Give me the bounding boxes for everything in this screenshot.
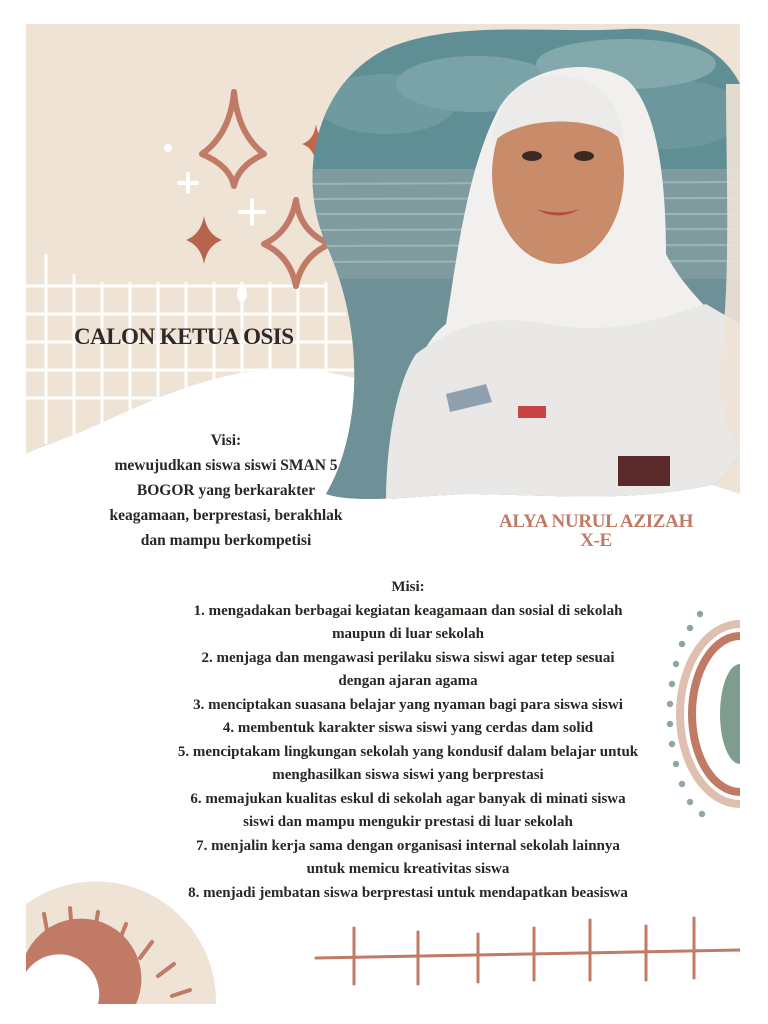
misi-line: 1. mengadakan berbagai kegiatan keagamaan dan sosial di sekolah bbox=[193, 602, 623, 619]
misi-line: menghasilkan siswa siswi yang berprestasi bbox=[272, 767, 544, 783]
misi-line: 5. menciptakam lingkungan sekolah yang kondusif dalam belajar untuk bbox=[177, 743, 639, 760]
misi-line: 2. menjaga dan mengawasi perilaku siswa siswi agar tetep sesuai bbox=[201, 649, 615, 666]
tick-line-decoration bbox=[316, 918, 740, 984]
candidate-info bbox=[466, 512, 726, 550]
misi-line: untuk memicu kreativitas siswa bbox=[306, 861, 510, 877]
visi-line: BOGOR yang berkarakter bbox=[136, 482, 316, 499]
candidate-class: X-E bbox=[580, 530, 612, 551]
misi-line: 6. memajukan kualitas eskul di sekolah agar banyak di minati siswa bbox=[190, 790, 626, 807]
misi-heading: Misi: bbox=[391, 579, 425, 595]
misi-section bbox=[126, 576, 690, 905]
visi-line: keagamaan, berprestasi, berakhlak bbox=[109, 507, 343, 524]
misi-line: dengan ajaran agama bbox=[338, 673, 478, 689]
misi-line: siswi dan mampu mengukir prestasi di luar sekolah bbox=[243, 814, 573, 830]
candidate-name: ALYA NURUL AZIZAH bbox=[498, 511, 694, 532]
visi-section bbox=[56, 428, 396, 553]
visi-line: mewujudkan siswa siswi SMAN 5 bbox=[114, 457, 338, 474]
misi-line: 3. menciptakan suasana belajar yang nyaman bagi para siswa siswi bbox=[193, 696, 623, 713]
poster bbox=[26, 24, 740, 1004]
page-title: CALON KETUA OSIS bbox=[74, 324, 294, 349]
misi-line: 7. menjalin kerja sama dengan organisasi internal sekolah lainnya bbox=[196, 837, 620, 854]
misi-line: 8. menjadi jembatan siswa berprestasi untuk mendapatkan beasiswa bbox=[188, 884, 628, 901]
misi-line: maupun di luar sekolah bbox=[332, 626, 484, 642]
misi-line: 4. membentuk karakter siswa siswi yang cerdas dam solid bbox=[222, 720, 594, 736]
visi-line: dan mampu berkompetisi bbox=[140, 532, 312, 549]
visi-heading: Visi: bbox=[210, 432, 242, 449]
